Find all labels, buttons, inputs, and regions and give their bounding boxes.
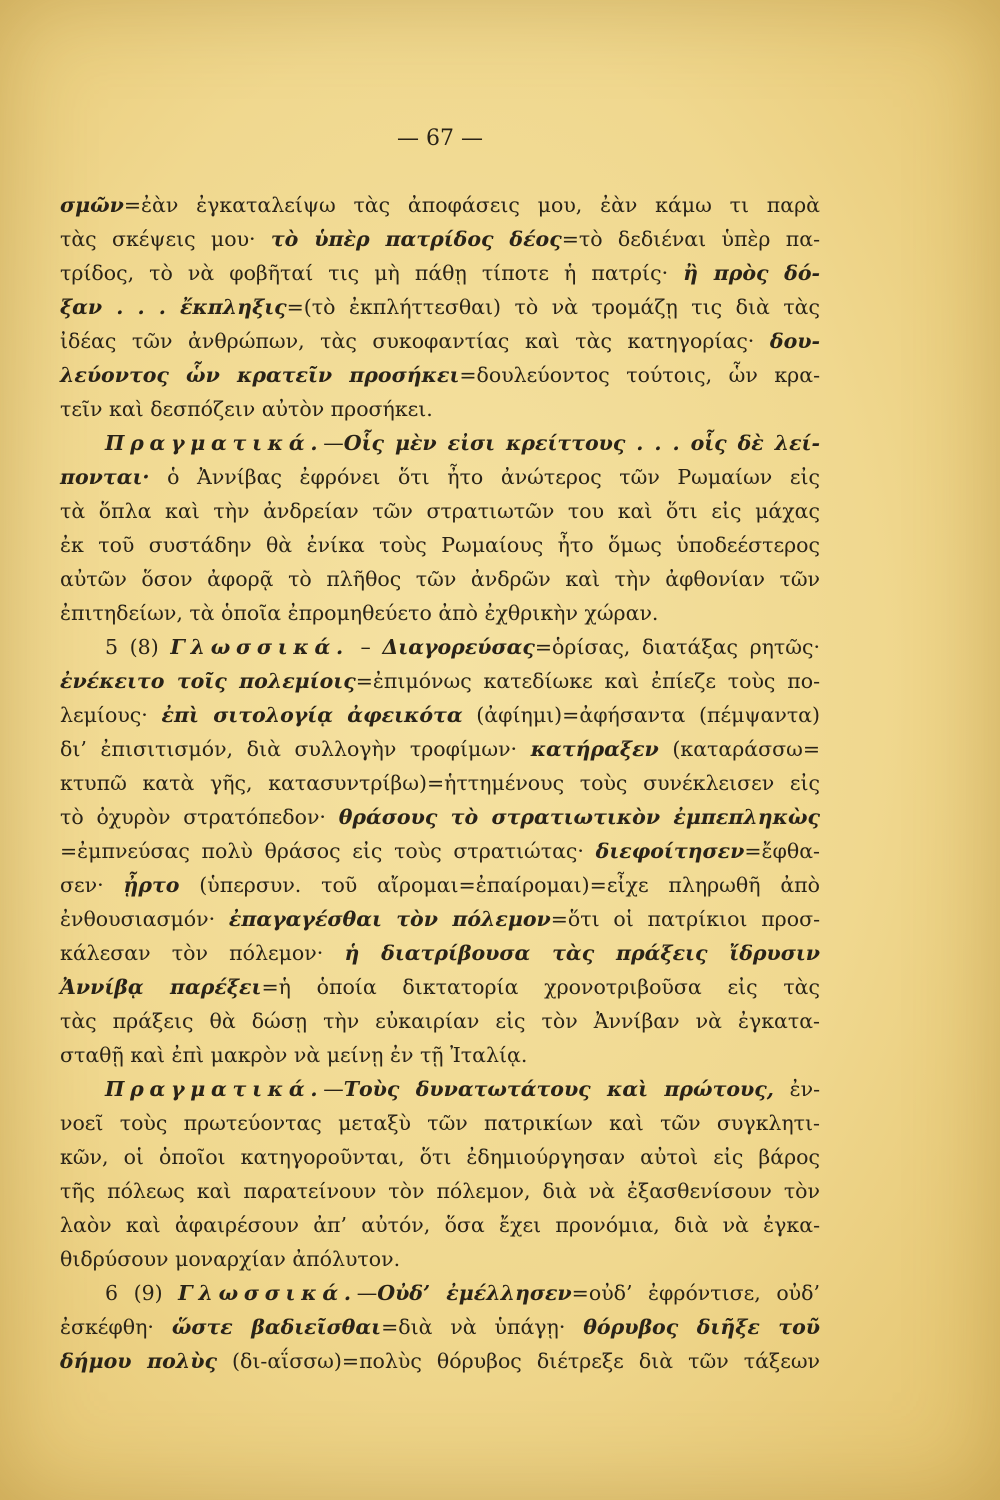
text-run: =δουλεύοντος τούτοις, ὧν κρα- [459, 363, 820, 387]
text-line [60, 834, 820, 868]
paragraph [60, 630, 820, 1072]
text-run: =ἐπιμόνως κατεδίωκε καὶ ἐπίεζε τοὺς πο- [355, 669, 820, 693]
text-line [60, 1310, 820, 1344]
text-block [60, 188, 820, 1378]
text-run: =διὰ νὰ ὑπάγῃ· [381, 1315, 584, 1339]
glossed-term: πονται· [60, 465, 150, 489]
text-run: τεῖν καὶ δεσπόζειν αὐτὸν προσήκει. [60, 397, 433, 421]
section-label: Πραγματικά. [105, 431, 324, 455]
text-run: =οὐδ’ ἐφρόντισε, οὐδ’ [571, 1281, 820, 1305]
glossed-term: διεφοίτησεν [595, 839, 745, 863]
section-label: Γλωσσικά. [170, 635, 349, 659]
text-run: =ἡ ὁποία δικτατορία χρονοτριβοῦσα εἰς τὰς [261, 975, 821, 999]
text-line [60, 494, 820, 528]
glossed-term: τὸ ὑπὲρ πατρίδος δέος [270, 227, 562, 251]
paragraph [60, 1072, 820, 1276]
text-run: ἐκ τοῦ συστάδην θὰ ἐνίκα τοὺς Ρωμαίους ἦτο ὅμως ὑποδεέστερος [60, 533, 820, 557]
paragraph [60, 426, 820, 630]
text-run: — [356, 1281, 378, 1305]
paragraph [60, 188, 820, 426]
glossed-term: Ἀννίβᾳ παρέξει [60, 975, 262, 999]
text-line [60, 1140, 820, 1174]
page-number: — 67 — [397, 126, 483, 151]
text-line [60, 596, 820, 630]
text-line [60, 256, 820, 290]
paragraph [60, 1276, 820, 1378]
text-run: λαὸν καὶ ἀφαιρέσουν ἀπ’ αὐτόν, ὅσα ἔχει προνόμια, διὰ νὰ ἐγκα- [60, 1213, 820, 1237]
glossed-term: ἡ διατρίβουσα τὰς πράξεις ἴδρυσιν [344, 941, 820, 965]
text-run: ἐπιτηδείων, τὰ ὁποῖα ἐπρομηθεύετο ἀπὸ ἐχθρικὴν χώραν. [60, 601, 659, 625]
text-run: δι’ ἐπισιτισμόν, διὰ συλλογὴν τροφίμων· [60, 737, 531, 761]
text-run: λεμίους· [60, 703, 162, 727]
text-line [60, 766, 820, 800]
text-run: — [323, 1077, 344, 1101]
glossed-term: ὥστε βαδιεῖσθαι [171, 1315, 382, 1339]
glossed-term: θράσους τὸ στρατιωτικὸν ἐμπεπληκὼς [338, 805, 821, 829]
text-run: νοεῖ τοὺς πρωτεύοντας μεταξὺ τῶν πατρικίων καὶ τῶν συγκλητι- [60, 1111, 820, 1135]
text-line [60, 1242, 820, 1276]
text-line [60, 562, 820, 596]
glossed-term: Διαγορεύσας [382, 635, 535, 659]
text-line [60, 1208, 820, 1242]
glossed-term: Τοὺς δυνατωτάτους καὶ πρώτους, [343, 1077, 774, 1101]
text-line [60, 1004, 820, 1038]
section-label: Γλωσσικά. [178, 1281, 357, 1305]
text-run: ἐσκέφθη· [60, 1315, 172, 1339]
text-run: τῆς πόλεως καὶ παρατείνουν τὸν πόλεμον, διὰ νὰ ἐξασθενίσουν τὸν [60, 1179, 820, 1203]
text-line [60, 1344, 820, 1378]
text-run: =ἐμπνεύσας πολὺ θράσος εἰς τοὺς στρατιώτας· [60, 839, 596, 863]
text-line [60, 1072, 820, 1106]
text-run: ἐνθουσιασμόν· [60, 907, 229, 931]
text-run: τὰ ὅπλα καὶ τὴν ἀνδρείαν τῶν στρατιωτῶν του καὶ ὅτι εἰς μάχας [60, 499, 820, 523]
text-line [60, 1038, 820, 1072]
glossed-term: θόρυβος διῆξε τοῦ [583, 1315, 820, 1339]
text-run: (δι-αΐσσω)=πολὺς θόρυβος διέτρεξε διὰ τῶν τάξεων [216, 1349, 821, 1373]
text-run: θιδρύσουν μοναρχίαν ἀπόλυτον. [60, 1247, 401, 1271]
text-run: =ἐὰν ἐγκαταλείψω τὰς ἀποφάσεις μου, ἐὰν κάμω τι παρὰ [123, 193, 820, 217]
text-run: ἐν- [773, 1077, 821, 1101]
text-run: 6 (9) [105, 1281, 179, 1305]
glossed-term: ἐνέκειτο τοῖς πολεμίοις [60, 669, 356, 693]
text-run: τὰς σκέψεις μου· [60, 227, 271, 251]
text-line [60, 426, 820, 460]
text-line [60, 800, 820, 834]
glossed-term: ἐπὶ σιτολογίᾳ ἀφεικότα [161, 703, 463, 727]
text-line [60, 902, 820, 936]
text-run: =(τὸ ἐκπλήττεσθαι) τὸ νὰ τρομάζῃ τις διὰ τὰς [286, 295, 820, 319]
text-run: — [323, 431, 344, 455]
glossed-term: ἢ πρὸς δό- [683, 261, 821, 285]
glossed-term: κατήραξεν [530, 737, 659, 761]
text-run: ἰδέας τῶν ἀνθρώπων, τὰς συκοφαντίας καὶ τὰς κατηγορίας· [60, 329, 770, 353]
glossed-term: δήμου πολὺς [60, 1349, 217, 1373]
text-run: (καταράσσω= [658, 737, 820, 761]
text-run: σεν· [60, 873, 124, 897]
text-run: =τὸ δεδιέναι ὑπὲρ πα- [561, 227, 821, 251]
text-line [60, 290, 820, 324]
text-line [60, 664, 820, 698]
text-run: τρίδος, τὸ νὰ φοβῆταί τις μὴ πάθῃ τίποτε ἡ πατρίς· [60, 261, 684, 285]
text-line [60, 358, 820, 392]
glossed-term: δου- [769, 329, 820, 353]
text-run: τὰς πράξεις θὰ δώσῃ τὴν εὐκαιρίαν εἰς τὸν Ἀννίβαν νὰ ἐγκατα- [60, 1009, 820, 1033]
text-line [60, 188, 820, 222]
text-line [60, 222, 820, 256]
section-label: Πραγματικά. [105, 1077, 324, 1101]
text-run: =ὅτι οἱ πατρίκιοι προσ- [550, 907, 820, 931]
text-line [60, 698, 820, 732]
text-run: 5 (8) [105, 635, 171, 659]
text-line [60, 936, 820, 970]
text-run: τὸ ὀχυρὸν στρατόπεδον· [60, 805, 339, 829]
text-line [60, 630, 820, 664]
text-run: κάλεσαν τὸν πόλεμον· [60, 941, 345, 965]
text-line [60, 1106, 820, 1140]
text-line [60, 392, 820, 426]
glossed-term: ᾖρτο [123, 873, 180, 897]
text-line [60, 528, 820, 562]
text-line [60, 1276, 820, 1310]
text-run: – [348, 635, 383, 659]
glossed-term: λεύοντος ὧν κρατεῖν προσήκει [60, 363, 460, 387]
text-line [60, 1174, 820, 1208]
text-line [60, 970, 820, 1004]
glossed-term: ξαν . . . ἔκπληξις [60, 295, 287, 319]
text-run: =ἔφθα- [744, 839, 820, 863]
text-run: σταθῇ καὶ ἐπὶ μακρὸν νὰ μείνῃ ἐν τῇ Ἰταλίᾳ. [60, 1043, 528, 1067]
text-line [60, 324, 820, 358]
text-line [60, 460, 820, 494]
text-run: αὐτῶν ὅσον ἀφορᾷ τὸ πλῆθος τῶν ἀνδρῶν καὶ τὴν ἀφθονίαν τῶν [60, 567, 820, 591]
text-run: ὁ Ἀννίβας ἐφρόνει ὅτι ἦτο ἀνώτερος τῶν Ρωμαίων εἰς [149, 465, 820, 489]
text-run: κῶν, οἱ ὁποῖοι κατηγοροῦνται, ὅτι ἐδημιούργησαν αὐτοὶ εἰς βάρος [60, 1145, 820, 1169]
glossed-term: Οὐδ’ ἐμέλλησεν [377, 1281, 572, 1305]
glossed-term: ἐπαγαγέσθαι τὸν πόλεμον [228, 907, 551, 931]
glossed-term: Οἷς μὲν εἰσι κρείττους . . . οἷς δὲ λεί- [343, 431, 820, 455]
text-line [60, 868, 820, 902]
text-run: (ἀφίημι)=ἀφήσαντα (πέμψαντα) [462, 703, 821, 727]
text-line [60, 732, 820, 766]
text-run: κτυπῶ κατὰ γῆς, κατασυντρίβω)=ἡττημένους τοὺς συνέκλεισεν εἰς [60, 771, 820, 795]
glossed-term: σμῶν [60, 193, 124, 217]
text-run: =ὁρίσας, διατάξας ρητῶς· [534, 635, 820, 659]
text-run: (ὑπερσυν. τοῦ αἴρομαι=ἐπαίρομαι)=εἶχε πληρωθῆ ἀπὸ [179, 873, 820, 897]
